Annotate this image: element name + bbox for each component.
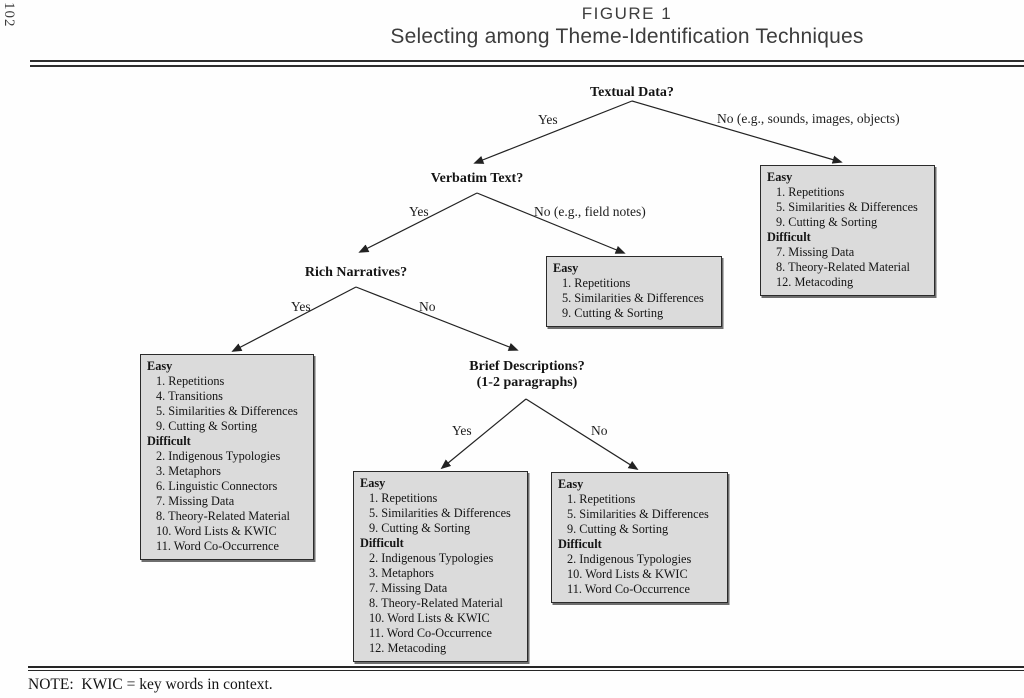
question-rich-narratives: Rich Narratives?: [304, 265, 408, 280]
question-brief-descriptions-line2: (1-2 paragraphs): [476, 374, 578, 390]
technique-item: 2. Indigenous Typologies: [156, 449, 281, 463]
technique-item: 9. Cutting & Sorting: [776, 215, 878, 229]
branch-label-brief-no: No: [591, 423, 608, 438]
technique-item: 2. Indigenous Typologies: [369, 551, 494, 565]
connector-rich-yes: [233, 287, 356, 351]
technique-item: 5. Similarities & Differences: [156, 404, 298, 418]
technique-item: 5. Similarities & Differences: [567, 507, 709, 521]
connector-verbatim-yes: [360, 193, 477, 252]
connector-verbatim-no: [477, 193, 624, 253]
technique-item: 6. Linguistic Connectors: [156, 479, 278, 493]
technique-item: 10. Word Lists & KWIC: [156, 524, 277, 538]
technique-item: 5. Similarities & Differences: [369, 506, 511, 520]
figure-label: FIGURE 1: [581, 4, 673, 23]
technique-item: 7. Missing Data: [776, 245, 855, 259]
difficulty-heading: Difficult: [360, 536, 404, 550]
technique-item: 8. Theory-Related Material: [156, 509, 290, 523]
technique-item: 9. Cutting & Sorting: [156, 419, 258, 433]
outcome-box-rich-narratives-yes: [140, 354, 314, 560]
difficulty-heading: Easy: [360, 476, 386, 490]
figure-title: Selecting among Theme-Identification Techniques: [390, 25, 864, 48]
question-brief-descriptions: [447, 359, 607, 390]
technique-item: 8. Theory-Related Material: [369, 596, 503, 610]
difficulty-heading: Easy: [767, 170, 793, 184]
difficulty-heading: Difficult: [558, 537, 602, 551]
bottom-double-rule: [28, 666, 1024, 671]
branch-label-verbatim-yes: Yes: [409, 204, 429, 219]
difficulty-heading: Difficult: [767, 230, 811, 244]
question-verbatim-text: Verbatim Text?: [430, 171, 524, 186]
technique-item: 10. Word Lists & KWIC: [369, 611, 490, 625]
technique-item: 10. Word Lists & KWIC: [567, 567, 688, 581]
technique-item: 11. Word Co-Occurrence: [156, 539, 279, 553]
technique-item: 11. Word Co-Occurrence: [369, 626, 492, 640]
technique-item: 2. Indigenous Typologies: [567, 552, 692, 566]
connector-rich-no: [356, 287, 517, 350]
figure-note: NOTE: KWIC = key words in context.: [28, 676, 273, 693]
outcome-box-brief-descriptions-no: [551, 472, 728, 603]
difficulty-heading: Easy: [147, 359, 173, 373]
technique-item: 9. Cutting & Sorting: [567, 522, 669, 536]
question-textual-data: Textual Data?: [590, 85, 674, 100]
page-number-vertical: 102: [1, 2, 17, 28]
technique-item: 7. Missing Data: [156, 494, 235, 508]
technique-item: 1. Repetitions: [567, 492, 636, 506]
connector-textual-yes: [475, 101, 632, 163]
technique-item: 9. Cutting & Sorting: [562, 306, 664, 320]
technique-item: 1. Repetitions: [369, 491, 438, 505]
branch-label-textual-no: No (e.g., sounds, images, objects): [717, 111, 900, 126]
technique-item: 1. Repetitions: [562, 276, 631, 290]
technique-item: 1. Repetitions: [156, 374, 225, 388]
branch-label-rich-no: No: [419, 299, 436, 314]
branch-label-brief-yes: Yes: [452, 423, 472, 438]
branch-label-rich-yes: Yes: [291, 299, 311, 314]
outcome-box-field-notes: [546, 256, 722, 327]
technique-item: 5. Similarities & Differences: [776, 200, 918, 214]
technique-item: 9. Cutting & Sorting: [369, 521, 471, 535]
branch-label-verbatim-no: No (e.g., field notes): [534, 204, 646, 219]
technique-item: 12. Metacoding: [776, 275, 854, 289]
difficulty-heading: Difficult: [147, 434, 191, 448]
connector-brief-no: [526, 399, 637, 469]
difficulty-heading: Easy: [553, 261, 579, 275]
question-brief-descriptions-line1: Brief Descriptions?: [469, 359, 585, 374]
branch-label-textual-yes: Yes: [538, 112, 558, 127]
outcome-box-brief-descriptions-yes: [353, 471, 528, 662]
technique-item: 5. Similarities & Differences: [562, 291, 704, 305]
technique-item: 12. Metacoding: [369, 641, 447, 655]
technique-item: 3. Metaphors: [156, 464, 221, 478]
difficulty-heading: Easy: [558, 477, 584, 491]
technique-item: 3. Metaphors: [369, 566, 434, 580]
technique-item: 4. Transitions: [156, 389, 223, 403]
outcome-box-non-textual-data: [760, 165, 935, 296]
technique-item: 11. Word Co-Occurrence: [567, 582, 690, 596]
technique-item: 1. Repetitions: [776, 185, 845, 199]
technique-item: 7. Missing Data: [369, 581, 448, 595]
technique-item: 8. Theory-Related Material: [776, 260, 910, 274]
